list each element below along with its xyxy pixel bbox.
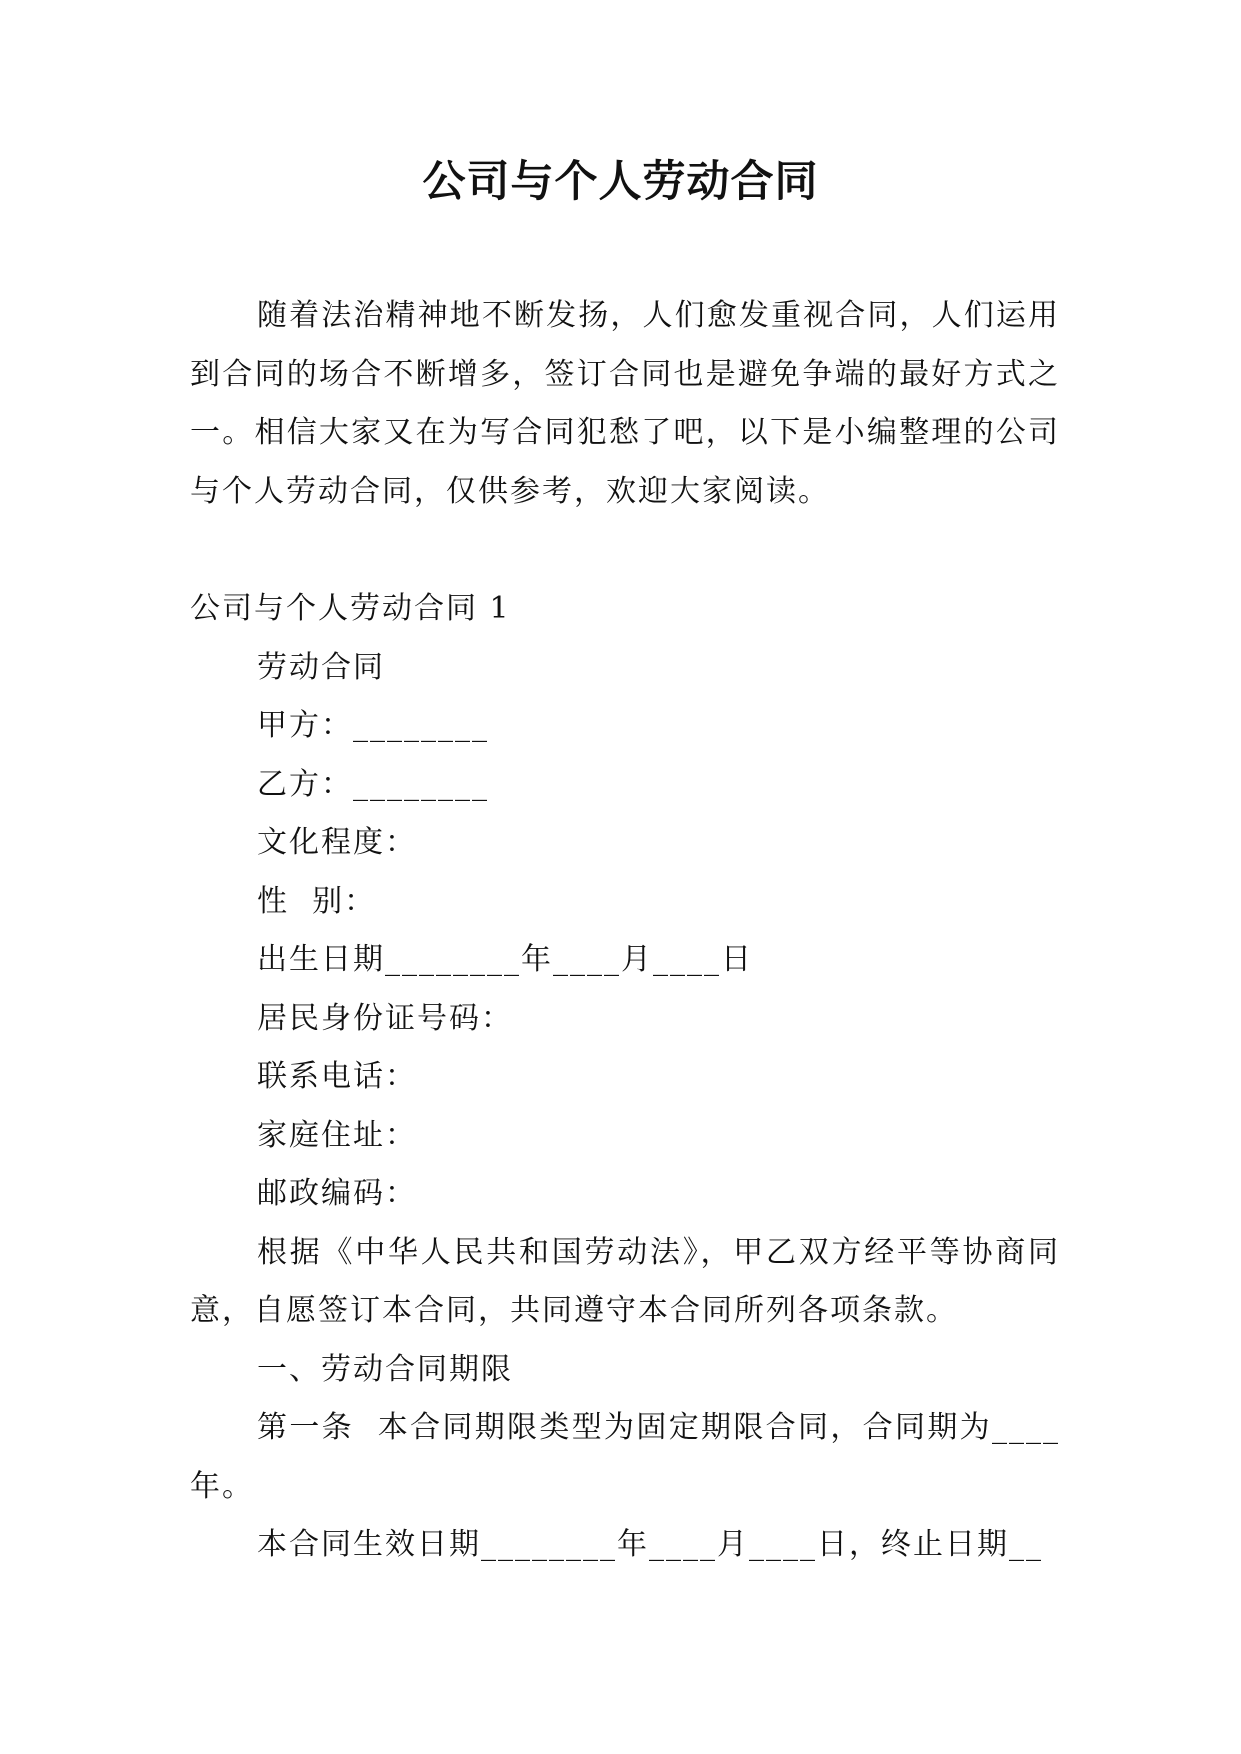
effective-date-paragraph: 本合同生效日期________年____月____日，终止日期__ (257, 1527, 1043, 1562)
preamble-paragraph: 根据《中华人民共和国劳动法》，甲乙双方经平等协商同意，自愿签订本合同，共同遵守本合同所列各项条款。 (190, 1234, 1060, 1328)
chapter-one-heading: 一、劳动合同期限 (257, 1351, 513, 1387)
party-b-field: 乙方：________ (257, 766, 489, 802)
phone-field: 联系电话： (257, 1059, 417, 1094)
section-heading: 公司与个人劳动合同 1 (190, 591, 511, 626)
id-number-field: 居民身份证号码： (257, 1000, 513, 1036)
gender-field: 性 别： (257, 883, 377, 919)
contract-title: 劳动合同 (257, 649, 385, 685)
address-field: 家庭住址： (257, 1117, 417, 1153)
intro-paragraph: 随着法治精神地不断发扬，人们愈发重视合同，人们运用到合同的场合不断增多，签订合同也是避免争端的最好方式之一。相信大家又在为写合同犯愁了吧，以下是小编整理的公司与个人劳动合同，仅供参考，欢迎大家阅读。 (190, 298, 1060, 509)
contract-body (190, 580, 1060, 1575)
postal-code-field: 邮政编码： (257, 1176, 417, 1211)
birth-date-field: 出生日期________年____月____日 (257, 942, 753, 977)
article-one-paragraph: 第一条 本合同期限类型为固定期限合同，合同期为____年。 (190, 1410, 1060, 1504)
document-title: 公司与个人劳动合同 (422, 157, 819, 207)
party-a-field: 甲方：________ (257, 708, 489, 743)
education-field: 文化程度： (257, 825, 417, 860)
